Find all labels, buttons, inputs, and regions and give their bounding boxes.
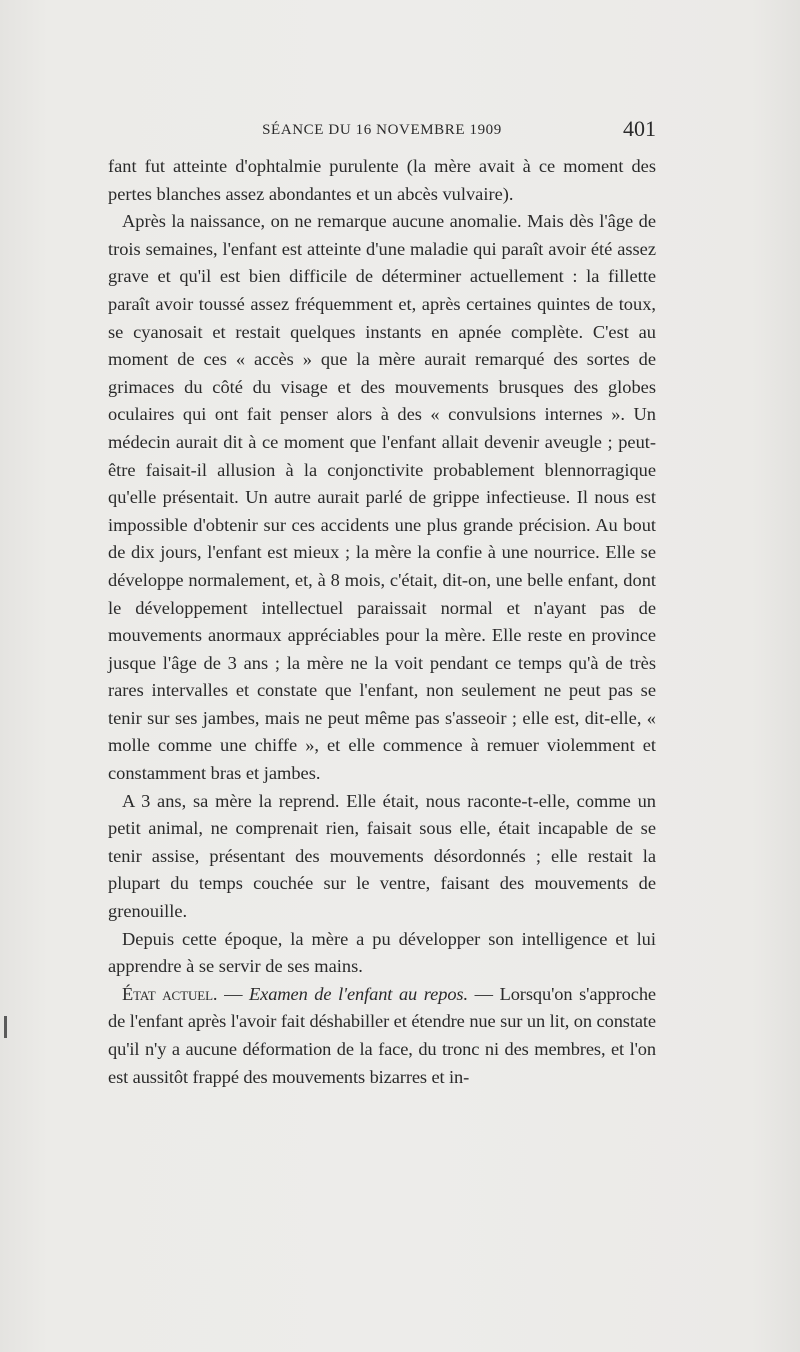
margin-mark xyxy=(4,1016,7,1038)
paragraph-5 xyxy=(108,981,656,1091)
page-header xyxy=(108,116,656,146)
paragraph-1: fant fut atteinte d'ophtalmie purulente (la mère avait à ce moment des pertes blanches assez abondantes et un abcès vulvaire). xyxy=(108,156,656,204)
heading-dash: — xyxy=(217,983,250,1004)
body-text xyxy=(108,153,656,1091)
running-head: SÉANCE DU 16 NOVEMBRE 1909 xyxy=(262,122,502,138)
section-heading: État actuel. xyxy=(122,983,218,1004)
paragraph-3: A 3 ans, sa mère la reprend. Elle était, nous raconte-t-elle, comme un petit animal, ne comprenait rien, faisait sous elle, était incapable de se tenir assise, présentant des mouvements désordonnés ; elle restait la plupart du temps couchée sur le ventre, faisant des mouvements de grenouille. xyxy=(108,790,656,922)
paragraph-5-text: — Lorsqu'on s'approche de l'enfant après l'avoir fait déshabiller et étendre nue sur un lit, on constate qu'il n'y a aucune déformation de la face, du tronc ni des membres, et l'on est aussitôt frappé des mouvements bizarres et in- xyxy=(108,983,656,1087)
paragraph-4: Depuis cette époque, la mère a pu développer son intelligence et lui apprendre à se servir de ses mains. xyxy=(108,928,656,977)
section-subheading: Examen de l'enfant au repos. xyxy=(249,983,468,1004)
paragraph-2: Après la naissance, on ne remarque aucune anomalie. Mais dès l'âge de trois semaines, l'enfant est atteinte d'une maladie qui paraît avoir été assez grave et qu'il est bien difficile de déterminer actuellement : la fillette paraît avoir toussé assez fréquemment et, après certaines quintes de toux, se cyanosait et restait quelques instants en apnée complète. C'est au moment de ces « accès » que la mère aurait remarqué des sortes de grimaces du côté du visage et des mouvements brusques des globes oculaires qui ont fait penser alors à des « convulsions internes ». Un médecin aurait dit à ce moment que l'enfant allait devenir aveugle ; peut-être faisait-il allusion à la conjonctivite probablement blennorragique qu'elle présentait. Un autre aurait parlé de grippe infectieuse. Il nous est impossible d'obtenir sur ces accidents une plus grande précision. Au bout de dix jours, l'enfant est mieux ; la mère la confie à une nourrice. Elle se développe normalement, et, à 8 mois, c'était, dit-on, une belle enfant, dont le développement intellectuel paraissait normal et n'ayant pas de mouvements anormaux appréciables pour la mère. Elle reste en province jusque l'âge de 3 ans ; la mère ne la voit pendant ce temps qu'à de très rares intervalles et constate que l'enfant, non seulement ne peut pas se tenir sur ses jambes, mais ne peut même pas s'asseoir ; elle est, dit-elle, « molle comme une chiffe », et elle commence à remuer violemment et constamment bras et jambes. xyxy=(108,211,656,784)
page-number: 401 xyxy=(623,116,656,141)
